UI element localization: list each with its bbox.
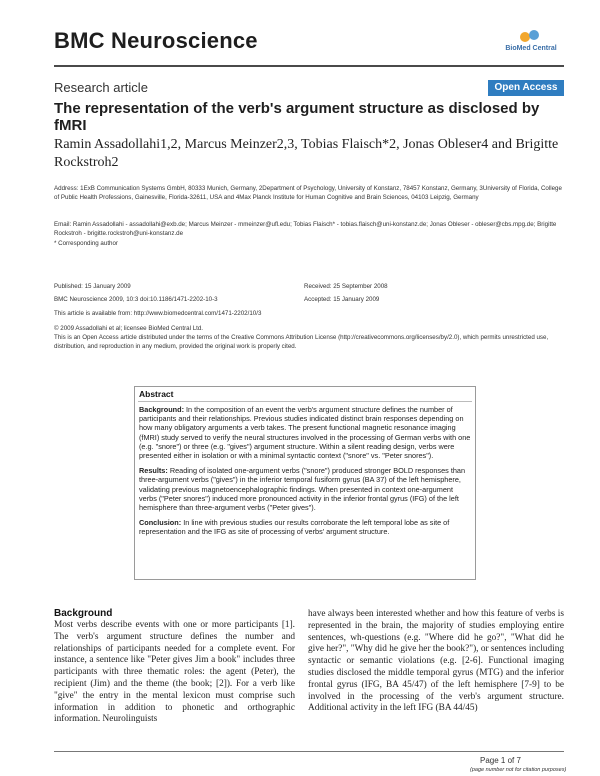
article-type: Research article <box>54 80 148 95</box>
body-left-column: Most verbs describe events with one or more participants [1]. The verb's argument structure defines the number and relationships of participants needed for a complete event. For instance, a sentence like "Peter gives Jim a book" includes three participants with three thematic roles: the agent (Peter), the recipient (Jim) and the theme (the book; [2]). For a verb like "give" the entry in the mental lexicon must comprise such information in addition to phonetic and orthographic information. Neurolinguists <box>54 620 295 725</box>
copyright-block <box>54 324 564 351</box>
abstract-results <box>139 466 471 512</box>
abstract-results-label: Results: <box>139 466 168 476</box>
received-date: Received: 25 September 2008 <box>304 283 388 290</box>
copyright: © 2009 Assadollahi et al; licensee BioMed Central Ltd. <box>54 325 204 332</box>
affiliations: Address: 1ExB Communication Systems GmbH, 80333 Munich, Germany, 2Department of Psychology, University of Konstanz, 78457 Konstanz, Germany, 3University of Florida, College of Public Health Professions, Gainesville, Florida-32611, USA and 4Max Planck Institute for Human Cognitive and Brain Sciences, 04103 Leipzig, Germany <box>54 185 562 201</box>
corresponding-note: * Corresponding author <box>54 240 118 247</box>
abstract-results-text: Reading of isolated one-argument verbs ("snore") produced stronger BOLD responses than three-argument verbs ("gives") in the inferior temporal fusiform gyrus (BA 37) of the left hemisphere, validating previous magnetoencephalographic findings. When presented in context one-argument verbs ("Peter snores") induced more pronounced activity in the inferior frontal gyrus (IFG) of the left hemisphere than three-argument verbs ("Peter gives"). <box>139 466 466 513</box>
background-heading: Background <box>54 608 113 619</box>
abstract-conclusion <box>139 518 471 536</box>
author-list: Ramin Assadollahi1,2, Marcus Meinzer2,3, Tobias Flaisch*2, Jonas Obleser4 and Brigitte Rockstroh2 <box>54 137 559 170</box>
abstract-background-text: In the composition of an event the verb's argument structure defines the number of participants and their relationships. Previous studies indicated distinct brain responses depending on how many obligatory arguments a verb takes. The present functional magnetic resonance imaging (fMRI) study served to verify the neural structures involved in the processing of German verbs with one (e.g. "snore") or three (e.g. "gives") argument structure. Within a silent reading design, verbs were presented either in isolation or with a minimal syntactic context ("snore" vs. "Peter snores"). <box>139 405 471 461</box>
received-accepted <box>304 282 504 304</box>
publication-info <box>54 282 294 304</box>
published-date: Published: 15 January 2009 <box>54 283 131 290</box>
body-right-column: have always been interested whether and how this feature of verbs is represented in the brain, the majority of studies employing entire sentences, wh-questions (e.g. "Where did he go?", "What did he give her?", "Why did he give her the book?"), or sentences including syntactic or semantic violations (e.g. [2-6]. Functional imaging studies disclosed the middle temporal gyrus (MTG) and the inferior frontal gyrus (IFG, BA 45/47) of the left hemisphere [7-9] to be involved in the processing of the verb's argument structure. Additional activity in the left IFG (BA 44/45) <box>308 609 564 714</box>
abstract-background-label: Background: <box>139 405 184 414</box>
accepted-date: Accepted: 15 January 2009 <box>304 296 380 303</box>
article-url[interactable]: This article is available from: http://www.biomedcentral.com/1471-2202/10/3 <box>54 310 262 317</box>
logo-text: BioMed Central <box>505 45 557 52</box>
logo-mark-icon <box>520 30 542 44</box>
abstract-conclusion-text: In line with previous studies our results corroborate the left temporal lobe as site of representation and the IFG as site of processing of verbs' argument structure. <box>139 518 450 537</box>
open-access-badge: Open Access <box>488 80 564 96</box>
abstract-box <box>134 386 476 580</box>
journal-title: BMC Neuroscience <box>54 28 258 53</box>
abstract-conclusion-label: Conclusion: <box>139 518 182 528</box>
page-note: (page number not for citation purposes) <box>470 767 567 773</box>
license: This is an Open Access article distributed under the terms of the Creative Commons Attribution License (http://creativecommons.org/licenses/by/2.0), which permits unrestricted use, distribution, and reproduction in any medium, provided the original work is properly cited. <box>54 334 549 350</box>
biomed-central-logo <box>500 30 562 52</box>
citation: BMC Neuroscience 2009, 10:3 doi:10.1186/1471-2202-10-3 <box>54 296 218 303</box>
footer-rule <box>54 751 564 752</box>
page-number: Page 1 of 7 <box>480 756 521 765</box>
article-title: The representation of the verb's argument structure as disclosed by fMRI <box>54 100 540 134</box>
header-rule <box>54 65 564 67</box>
author-emails: Email: Ramin Assadollahi - assadollahi@exb.de; Marcus Meinzer - mmeinzer@ufl.edu; Tobias Flaisch* - tobias.flaisch@uni-konstanz.de; Jonas Obleser - obleser@cbs.mpg.de; Brigitte Rockstroh - brigitte.rockstroh@uni-konstanz.de <box>54 221 557 237</box>
abstract-background <box>139 405 471 460</box>
abstract-rule <box>138 401 472 402</box>
abstract-heading: Abstract <box>139 389 174 399</box>
